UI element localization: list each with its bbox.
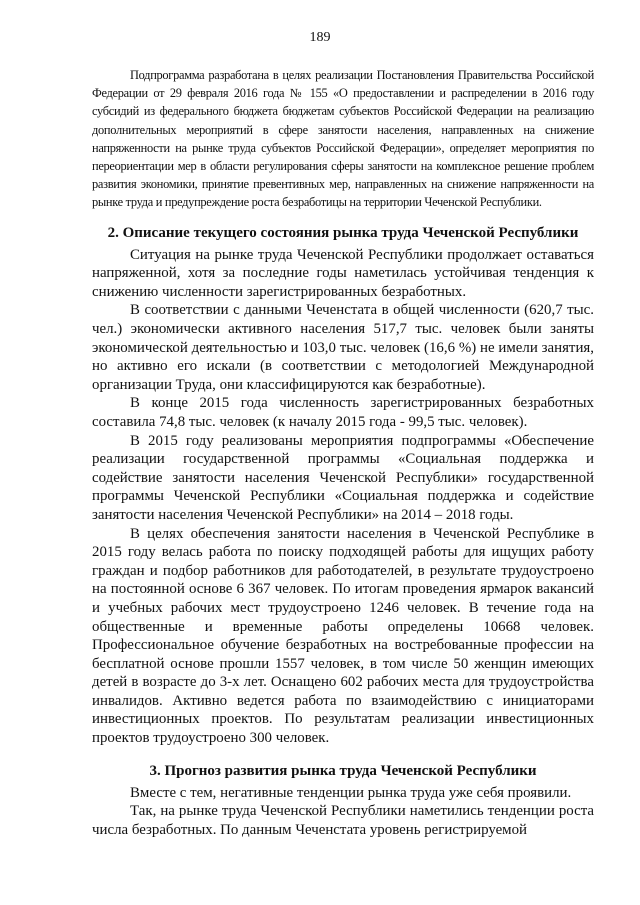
document-body: [92, 66, 594, 839]
section-2-paragraph-4: В 2015 году реализованы мероприятия подпрограммы «Обеспечение реализации государственной программы «Социальная поддержка и содействие занятости населения Чеченской Республики» государственной программы Чеченской Республики «Социальная поддержка и содействие занятости населения Чеченской Республики» на 2014 – 2018 годы.: [92, 432, 594, 523]
section-3-paragraph-1: Вместе с тем, негативные тенденции рынка труда уже себя проявили.: [130, 784, 572, 801]
section-2-paragraph-1: Ситуация на рынке труда Чеченской Республики продолжает оставаться напряженной, хотя за последние годы наметилась устойчивая тенденция к снижению численности зарегистрированных безработных.: [92, 246, 594, 300]
intro-paragraph: Подпрограмма разработана в целях реализации Постановления Правительства Российской Федерации от 29 февраля 2016 года № 155 «О предоставлении и распределении в 2016 году субсидий из федерального бюджета бюджетам субъектов Российской Федерации на реализацию дополнительных мероприятий в сфере занятости населения, направленных на снижение напряженности на рынке труда субъектов Российской Федерации», определяет мероприятия по переориентации мер в области регулирования сферы занятости на комплексное решение проблем развития экономики, принятие превентивных мер, направленных на снижение напряженности на рынке труда и предупреждение роста безработицы на территории Чеченской Республики.: [92, 68, 594, 210]
section-2-paragraph-5: В целях обеспечения занятости населения в Чеченской Республике в 2015 году велась работа по поиску подходящей работы для ищущих работу граждан и подбор работников для работодателей, в результате трудоустроено на постоянной основе 6 367 человек. По итогам проведения ярмарок вакансий и учебных рабочих мест трудоустроено 1246 человек. В течение года на общественные и временные работы определены 10668 человек. Профессиональное обучение безработных на востребованные профессии на бесплатной основе прошли 1557 человек, в том числе 50 женщин имеющих детей в возрасте до 3-х лет. Оснащено 602 рабочих места для трудоустройства инвалидов. Активно ведется работа по взаимодействию с инициаторами инвестиционных проектов. По результатам реализации инвестиционных проектов трудоустроено 300 человек.: [92, 525, 594, 747]
section-3-heading: 3. Прогноз развития рынка труда Чеченской Республики: [149, 762, 537, 779]
page-number: 189: [309, 30, 331, 45]
section-3-paragraph-2: Так, на рынке труда Чеченской Республики наметились тенденции роста числа безработных. По данным Чеченстата уровень регистрируемой: [92, 803, 594, 838]
section-2-paragraph-2: В соответствии с данными Чеченстата в общей численности (620,7 тыс. чел.) экономически активного населения 517,7 тыс. человек были заняты экономической деятельностью и 103,0 тыс. человек (16,6 %) не имели занятия, но активно его искали (в соответствии с методологией Международной организации Труда, они классифицируются как безработные).: [92, 302, 594, 393]
section-2-heading: 2. Описание текущего состояния рынка труда Чеченской Республики: [107, 224, 579, 241]
section-2-paragraph-3: В конце 2015 года численность зарегистрированных безработных составила 74,8 тыс. человек (к началу 2015 года - 99,5 тыс. человек).: [92, 395, 594, 430]
